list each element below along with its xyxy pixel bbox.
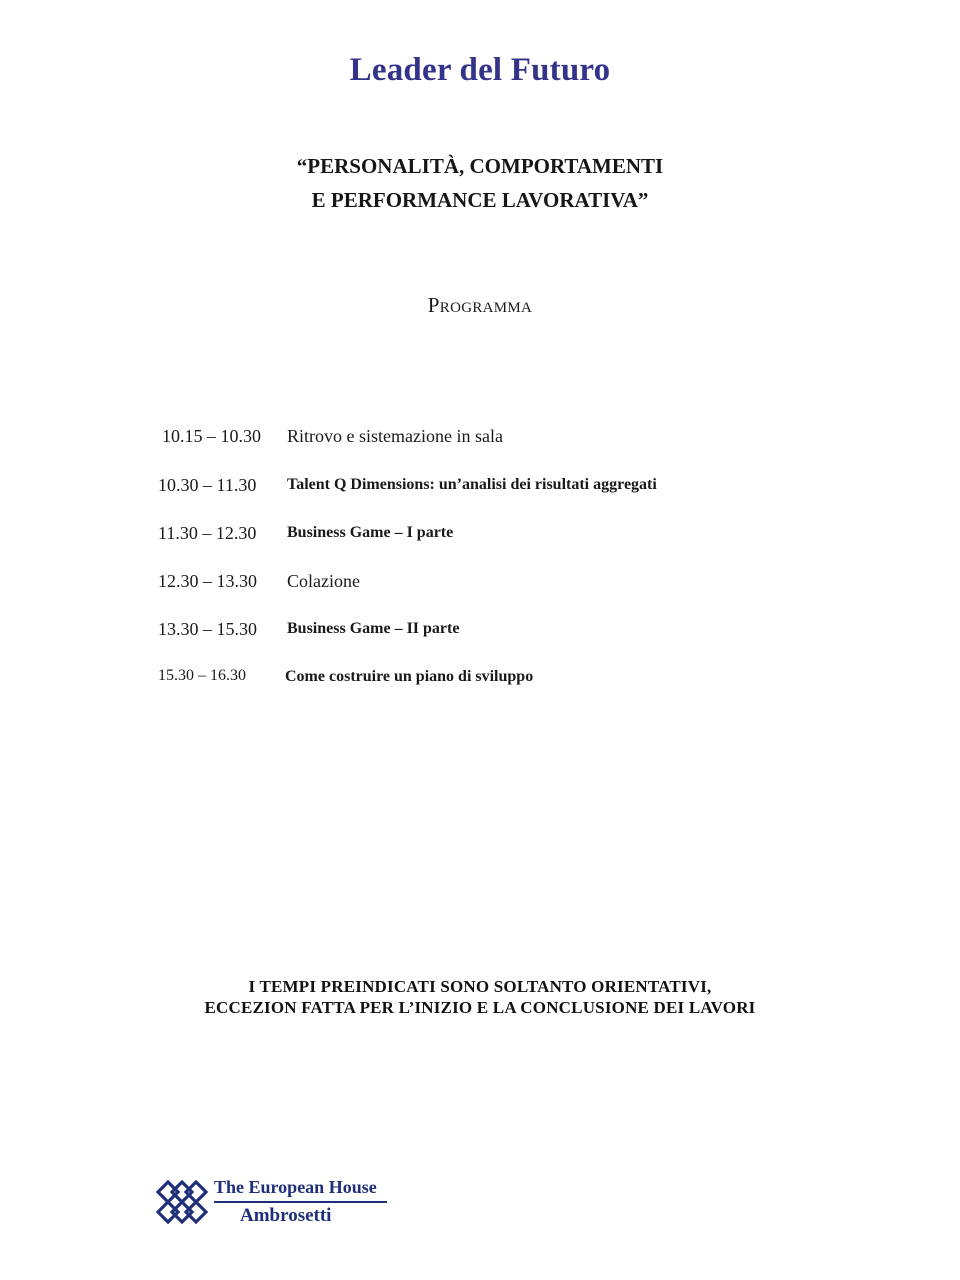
schedule-row	[0, 523, 960, 551]
company-logo	[156, 1176, 396, 1232]
programma-heading: Programma	[427, 293, 533, 317]
schedule-time: 10.15 – 10.30	[162, 426, 261, 446]
schedule-time: 11.30 – 12.30	[158, 523, 257, 543]
page-title: Leader del Futuro	[349, 52, 611, 88]
schedule-activity: Business Game – II parte	[287, 620, 460, 637]
logo-text-secondary: Ambrosetti	[240, 1205, 332, 1226]
schedule-time: 12.30 – 13.30	[158, 571, 257, 591]
schedule-activity: Come costruire un piano di sviluppo	[285, 668, 534, 685]
schedule-row	[0, 571, 960, 599]
ambrosetti-logo-icon	[156, 1180, 208, 1224]
schedule-time: 13.30 – 15.30	[158, 619, 257, 639]
schedule-time: 10.30 – 11.30	[158, 475, 257, 495]
schedule-activity: Colazione	[287, 571, 360, 591]
schedule-row	[0, 426, 960, 454]
schedule-time: 15.30 – 16.30	[158, 667, 246, 684]
disclaimer-line-2: ECCEZION FATTA PER L’INIZIO E LA CONCLUSIONE DEI LAVORI	[204, 998, 756, 1017]
schedule-row	[0, 667, 960, 695]
schedule-row	[0, 475, 960, 503]
disclaimer-line-1: I TEMPI PREINDICATI SONO SOLTANTO ORIENTATIVI,	[248, 977, 712, 996]
logo-text-primary: The European House	[214, 1177, 377, 1197]
schedule-row	[0, 619, 960, 647]
schedule-activity: Business Game – I parte	[287, 524, 454, 541]
subtitle-line-1: “PERSONALITÀ, COMPORTAMENTI	[296, 154, 664, 178]
schedule-activity: Talent Q Dimensions: un’analisi dei risultati aggregati	[287, 476, 657, 493]
schedule-activity: Ritrovo e sistemazione in sala	[287, 426, 503, 446]
logo-divider	[214, 1201, 387, 1203]
subtitle-line-2: E PERFORMANCE LAVORATIVA”	[311, 188, 649, 212]
